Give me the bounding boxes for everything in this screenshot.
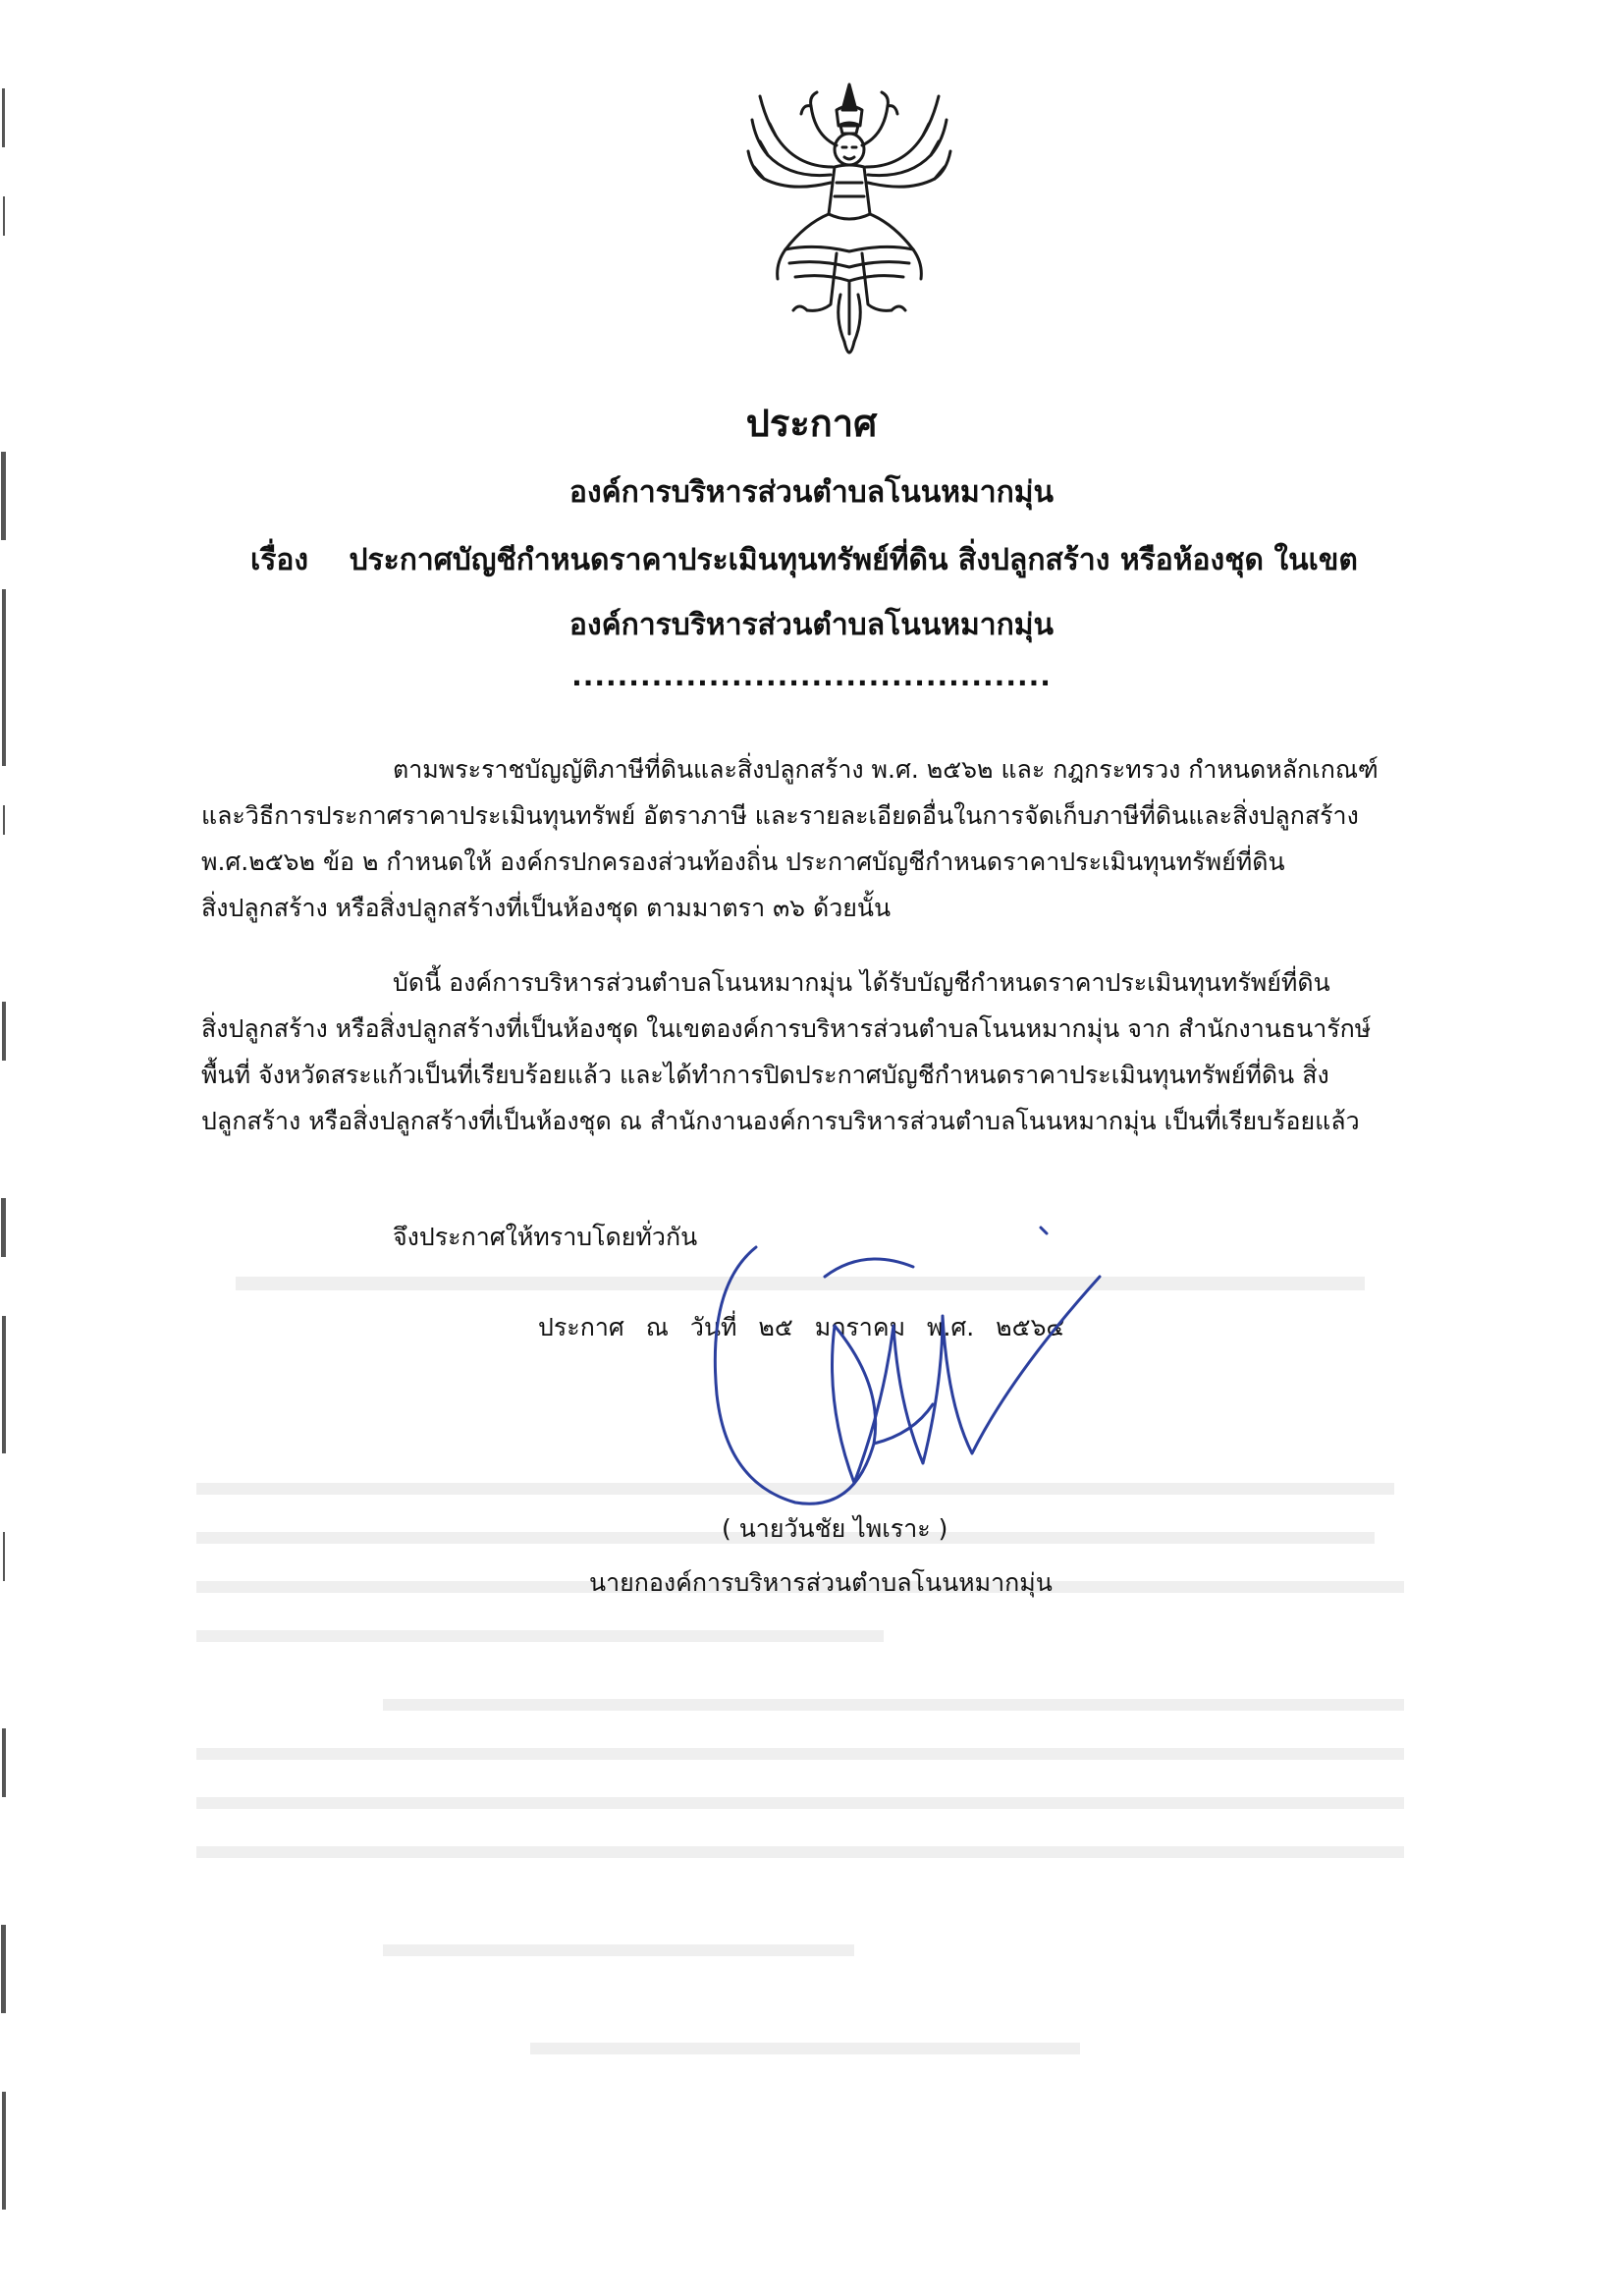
date-line: ประกาศ ณ วันที่ ๒๕ มกราคม พ.ศ. ๒๕๖๔: [538, 1313, 1065, 1341]
garuda-emblem-icon: [746, 77, 952, 371]
paragraph-1-line: สิ่งปลูกสร้าง หรือสิ่งปลูกสร้างที่เป็นห้องชุด ตามมาตรา ๓๖ ด้วยนั้น: [201, 894, 892, 922]
scan-edge-marks: [0, 0, 14, 2296]
announcement-line: จึงประกาศให้ทราบโดยทั่วกัน: [393, 1223, 698, 1251]
paragraph-1-line: พ.ศ.๒๕๖๒ ข้อ ๒ กำหนดให้ องค์กรปกครองส่วนท้องถิ่น ประกาศบัญชีกำหนดราคาประเมินทุนทรัพย์ที่ดิน: [201, 847, 1285, 876]
paragraph-1: [201, 746, 1478, 931]
separator-dots: ..........................................: [571, 660, 1052, 692]
paragraph-2-line: พื้นที่ จังหวัดสระแก้วเป็นที่เรียบร้อยแล้ว และได้ทำการปิดประกาศบัญชีกำหนดราคาประเมินทุนทรัพย์ที่ดิน สิ่ง: [201, 1061, 1329, 1089]
signer-position: นายกองค์การบริหารส่วนตำบลโนนหมากมุ่น: [589, 1568, 1053, 1597]
handwritten-signature: [687, 1208, 1198, 1532]
subject-line: [250, 537, 1429, 583]
document-title: ประกาศ: [745, 402, 878, 445]
subject-line-2: องค์การบริหารส่วนตำบลโนนหมากมุ่น: [568, 608, 1055, 642]
signer-name: ( นายวันชัย ไพเราะ ): [722, 1514, 948, 1543]
paragraph-1-line: และวิธีการประกาศราคาประเมินทุนทรัพย์ อัตราภาษี และรายละเอียดอื่นในการจัดเก็บภาษีที่ดินและสิ่งปลูกสร้าง: [201, 801, 1359, 830]
organization-name: องค์การบริหารส่วนตำบลโนนหมากมุ่น: [568, 475, 1055, 510]
paragraph-2: [201, 959, 1478, 1144]
subject-label: เรื่อง: [250, 543, 309, 577]
paragraph-2-line: ปลูกสร้าง หรือสิ่งปลูกสร้างที่เป็นห้องชุด ณ สำนักงานองค์การบริหารส่วนตำบลโนนหมากมุ่น เป็นที่เรียบร้อยแล้ว: [201, 1107, 1360, 1135]
paragraph-2-line: สิ่งปลูกสร้าง หรือสิ่งปลูกสร้างที่เป็นห้องชุด ในเขตองค์การบริหารส่วนตำบลโนนหมากมุ่น จาก สำนักงานธนารักษ์: [201, 1014, 1372, 1043]
paragraph-2-line: บัดนี้ องค์การบริหารส่วนตำบลโนนหมากมุ่น ได้รับบัญชีกำหนดราคาประเมินทุนทรัพย์ที่ดิน: [393, 968, 1330, 997]
paragraph-1-line: ตามพระราชบัญญัติภาษีที่ดินและสิ่งปลูกสร้าง พ.ศ. ๒๕๖๒ และ กฎกระทรวง กำหนดหลักเกณฑ์: [393, 755, 1379, 784]
subject-text: ประกาศบัญชีกำหนดราคาประเมินทุนทรัพย์ที่ดิน สิ่งปลูกสร้าง หรือห้องชุด ในเขต: [349, 543, 1358, 577]
